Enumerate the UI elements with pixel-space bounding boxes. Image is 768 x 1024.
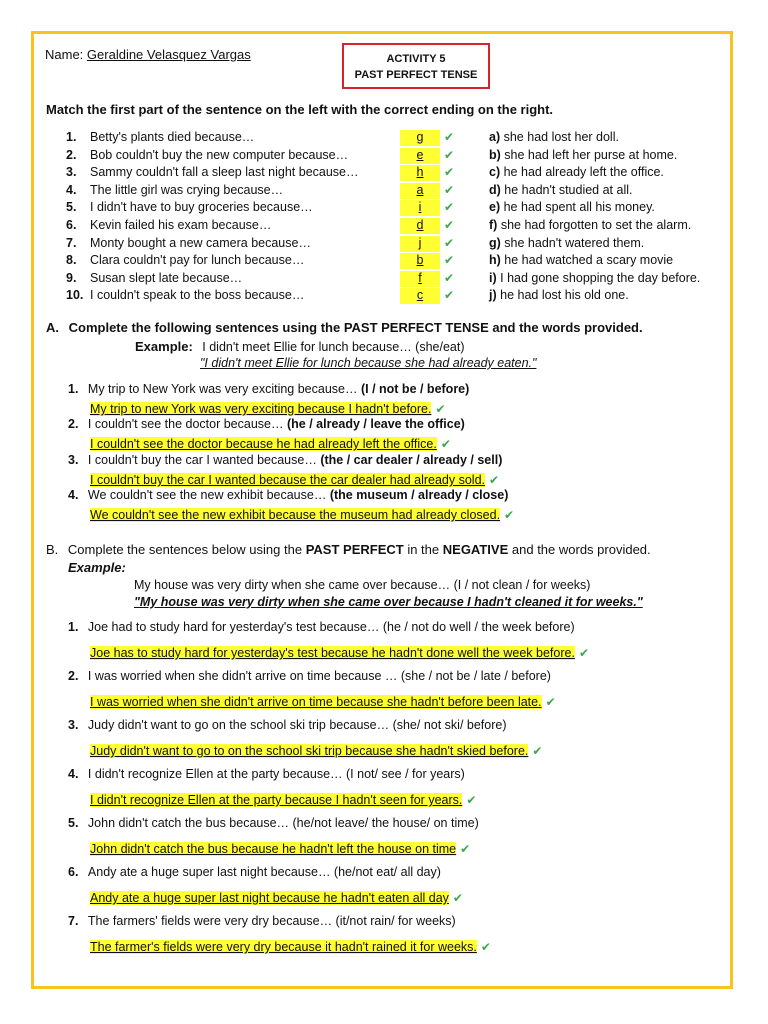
matching-letter: a) <box>489 130 501 144</box>
section-a-answer-line <box>90 471 499 489</box>
matching-answer[interactable]: h <box>400 165 440 181</box>
section-a-question <box>68 453 502 467</box>
matching-answer[interactable]: a <box>400 183 440 199</box>
question-number: 3. <box>68 453 79 467</box>
check-icon: ✔ <box>444 200 455 215</box>
section-a-example-label: Example: <box>135 339 193 354</box>
question-number: 7. <box>68 914 79 928</box>
matching-letter: g) <box>489 235 501 250</box>
check-icon: ✔ <box>444 235 455 250</box>
question-words: (the / car dealer / already / sell) <box>320 453 503 467</box>
matching-right-text: she hadn't watered them. <box>504 235 645 250</box>
section-b-title <box>46 542 651 557</box>
section-b-question <box>68 669 551 683</box>
question-text: We couldn't see the new exhibit because… <box>87 488 327 502</box>
matching-answer[interactable]: i <box>400 200 440 216</box>
check-icon: ✔ <box>444 165 455 180</box>
question-text: Joe had to study hard for yesterday's test because… (he / not do well / the week before) <box>87 620 575 634</box>
section-a-question <box>68 488 508 502</box>
matching-left-text: Betty's plants died because… <box>90 130 255 144</box>
matching-letter: e) <box>489 200 501 215</box>
section-b-example-question: My house was very dirty when she came over because… (I / not clean / for weeks) <box>134 578 591 592</box>
check-icon: ✔ <box>444 253 455 268</box>
question-text: John didn't catch the bus because… (he/not leave/ the house/ on time) <box>87 816 479 830</box>
section-b-question <box>68 620 575 634</box>
check-icon: ✔ <box>578 646 589 660</box>
question-text: I couldn't buy the car I wanted because… <box>87 453 317 467</box>
section-a-letter: A. <box>46 320 59 335</box>
answer-text[interactable]: I couldn't see the doctor because he had already left the office. <box>90 437 437 451</box>
activity-title-box <box>342 43 490 89</box>
matching-right <box>489 218 691 232</box>
question-number: 4. <box>68 488 79 502</box>
check-icon: ✔ <box>489 473 500 487</box>
section-b-example-answer: "My house was very dirty when she came over because I hadn't cleaned it for weeks." <box>134 595 643 609</box>
question-text: My trip to New York was very exciting because… <box>87 382 358 396</box>
section-b-text-1: Complete the sentences below using the <box>67 542 303 557</box>
check-icon: ✔ <box>444 218 455 232</box>
matching-number: 10. <box>66 288 84 303</box>
check-icon: ✔ <box>444 182 455 197</box>
question-number: 3. <box>68 718 79 732</box>
check-icon: ✔ <box>545 695 556 709</box>
matching-right-text: I had gone shopping the day before. <box>500 270 701 285</box>
section-b-answer-line <box>90 791 476 809</box>
answer-text[interactable]: Judy didn't want to go to on the school ski trip because she hadn't skied before. <box>90 744 529 758</box>
section-b-text-3: in the <box>407 542 440 557</box>
matching-letter: i) <box>489 270 497 285</box>
section-b-text-2: PAST PERFECT <box>305 542 404 557</box>
question-words: (the museum / already / close) <box>329 488 509 502</box>
question-text: I was worried when she didn't arrive on time because … (she / not be / late / before) <box>87 669 551 683</box>
matching-left-text: I couldn't speak to the boss because… <box>90 288 305 303</box>
answer-text[interactable]: John didn't catch the bus because he hadn't left the house on time <box>90 842 457 856</box>
matching-left-text: Clara couldn't pay for lunch because… <box>90 253 305 268</box>
section-b-answer-line <box>90 938 491 956</box>
section-b-answer-line <box>90 644 589 662</box>
section-a-question <box>68 382 469 396</box>
matching-letter: c) <box>489 165 501 180</box>
question-text: The farmers' fields were very dry because… (it/not rain/ for weeks) <box>87 914 456 928</box>
check-icon: ✔ <box>532 744 543 758</box>
section-a-example-answer: "I didn't meet Ellie for lunch because she had already eaten." <box>200 356 537 370</box>
section-b-answer-line <box>90 889 463 907</box>
question-number: 1. <box>68 382 79 396</box>
name-label: Name: <box>45 47 84 62</box>
matching-number: 9. <box>66 270 77 285</box>
matching-letter: b) <box>489 147 501 162</box>
matching-right <box>489 183 632 197</box>
answer-text[interactable]: We couldn't see the new exhibit because the museum had already closed. <box>90 508 501 522</box>
answer-text[interactable]: I was worried when she didn't arrive on time because she hadn't before been late. <box>90 695 542 709</box>
matching-number: 4. <box>66 182 77 197</box>
matching-right-text: he had already left the office. <box>503 165 664 180</box>
section-a-text: Complete the following sentences using the PAST PERFECT TENSE and the words provided. <box>68 320 643 335</box>
matching-number: 6. <box>66 218 77 232</box>
section-a-title <box>46 320 643 335</box>
matching-instruction: Match the first part of the sentence on the left with the correct ending on the right. <box>46 102 554 117</box>
question-words: (he / already / leave the office) <box>286 417 465 431</box>
matching-number: 2. <box>66 147 77 162</box>
question-text: Judy didn't want to go on the school ski trip because… (she/ not ski/ before) <box>87 718 507 732</box>
matching-right <box>489 148 677 162</box>
section-b-letter: B. <box>46 542 59 557</box>
matching-left-text: I didn't have to buy groceries because… <box>90 200 313 215</box>
question-text: I couldn't see the doctor because… <box>87 417 284 431</box>
check-icon: ✔ <box>444 288 455 303</box>
matching-answer[interactable]: c <box>400 288 440 304</box>
section-b-text-5: and the words provided. <box>511 542 651 557</box>
matching-number: 5. <box>66 200 77 215</box>
matching-right-text: she had forgotten to set the alarm. <box>500 218 692 232</box>
matching-left-text: Bob couldn't buy the new computer because… <box>90 147 349 162</box>
section-a-example-question: I didn't meet Ellie for lunch because… (she/eat) <box>202 340 465 354</box>
matching-left-text: The little girl was crying because… <box>90 182 284 197</box>
matching-right-text: he hadn't studied at all. <box>504 182 633 197</box>
question-words: (I / not be / before) <box>360 382 470 396</box>
question-text: Andy ate a huge super last night because… (he/not eat/ all day) <box>87 865 441 879</box>
activity-number: ACTIVITY 5 <box>386 53 446 65</box>
section-b-text-4: NEGATIVE <box>442 542 509 557</box>
check-icon: ✔ <box>444 270 455 285</box>
answer-text[interactable]: I couldn't buy the car I wanted because the car dealer had already sold. <box>90 473 485 487</box>
section-a-example <box>135 338 465 356</box>
matching-number: 1. <box>66 130 77 144</box>
question-text: I didn't recognize Ellen at the party because… (I not/ see / for years) <box>87 767 465 781</box>
check-icon: ✔ <box>460 842 471 856</box>
matching-right-text: he had spent all his money. <box>503 200 655 215</box>
section-b-question <box>68 914 456 928</box>
check-icon: ✔ <box>504 508 515 522</box>
matching-left-text: Sammy couldn't fall a sleep last night because… <box>90 165 359 180</box>
question-number: 4. <box>68 767 79 781</box>
matching-right-text: he had lost his old one. <box>500 288 629 303</box>
matching-right-text: she had left her purse at home. <box>504 147 678 162</box>
matching-right <box>489 236 644 250</box>
matching-right-text: she had lost her doll. <box>503 130 619 144</box>
matching-answer[interactable]: d <box>400 218 440 234</box>
section-a-answer-line <box>90 506 514 524</box>
name-line <box>45 47 251 62</box>
matching-answer[interactable]: g <box>400 130 440 146</box>
question-number: 2. <box>68 669 79 683</box>
question-number: 6. <box>68 865 79 879</box>
answer-text[interactable]: The farmer's fields were very dry because it hadn't rained it for weeks. <box>90 940 477 954</box>
matching-right <box>489 288 629 302</box>
section-b-answer-line <box>90 742 542 760</box>
matching-letter: h) <box>489 253 501 268</box>
matching-answer[interactable]: b <box>400 253 440 269</box>
matching-letter: d) <box>489 182 501 197</box>
check-icon: ✔ <box>466 793 477 807</box>
matching-answer[interactable]: j <box>400 236 440 252</box>
check-icon: ✔ <box>480 940 491 954</box>
check-icon: ✔ <box>444 130 455 144</box>
answer-text[interactable]: Andy ate a huge super last night because he hadn't eaten all day <box>90 891 449 905</box>
answer-text[interactable]: I didn't recognize Ellen at the party because I hadn't seen for years. <box>90 793 463 807</box>
section-b-example-label: Example: <box>68 560 126 575</box>
question-number: 1. <box>68 620 79 634</box>
matching-left-text: Susan slept late because… <box>90 270 243 285</box>
answer-text[interactable]: My trip to new York was very exciting because I hadn't before. <box>90 402 432 416</box>
section-b-answer-line <box>90 693 556 711</box>
matching-right <box>489 271 700 285</box>
activity-topic: PAST PERFECT TENSE <box>354 69 478 81</box>
check-icon: ✔ <box>435 402 446 416</box>
matching-letter: j) <box>489 288 497 303</box>
matching-right <box>489 165 664 179</box>
matching-left-text: Kevin failed his exam because… <box>90 218 272 232</box>
matching-right-text: he had watched a scary movie <box>504 253 674 268</box>
matching-number: 3. <box>66 165 77 180</box>
matching-answer[interactable]: e <box>400 148 440 164</box>
matching-number: 7. <box>66 235 77 250</box>
check-icon: ✔ <box>444 147 455 162</box>
section-b-question <box>68 816 479 830</box>
check-icon: ✔ <box>452 891 463 905</box>
matching-number: 8. <box>66 253 77 268</box>
question-number: 5. <box>68 816 79 830</box>
matching-right <box>489 130 619 144</box>
section-b-question <box>68 718 507 732</box>
matching-letter: f) <box>489 218 498 232</box>
matching-answer[interactable]: f <box>400 271 440 287</box>
check-icon: ✔ <box>440 437 451 451</box>
section-b-question <box>68 767 465 781</box>
section-a-question <box>68 417 465 431</box>
matching-right <box>489 200 655 214</box>
question-number: 2. <box>68 417 79 431</box>
section-a-answer-line <box>90 435 451 453</box>
student-name: Geraldine Velasquez Vargas <box>86 47 251 62</box>
matching-right <box>489 253 673 267</box>
section-a-answer-line <box>90 400 446 418</box>
section-b-answer-line <box>90 840 470 858</box>
answer-text[interactable]: Joe has to study hard for yesterday's test because he hadn't done well the week before. <box>90 646 575 660</box>
matching-left-text: Monty bought a new camera because… <box>90 235 311 250</box>
section-b-question <box>68 865 441 879</box>
